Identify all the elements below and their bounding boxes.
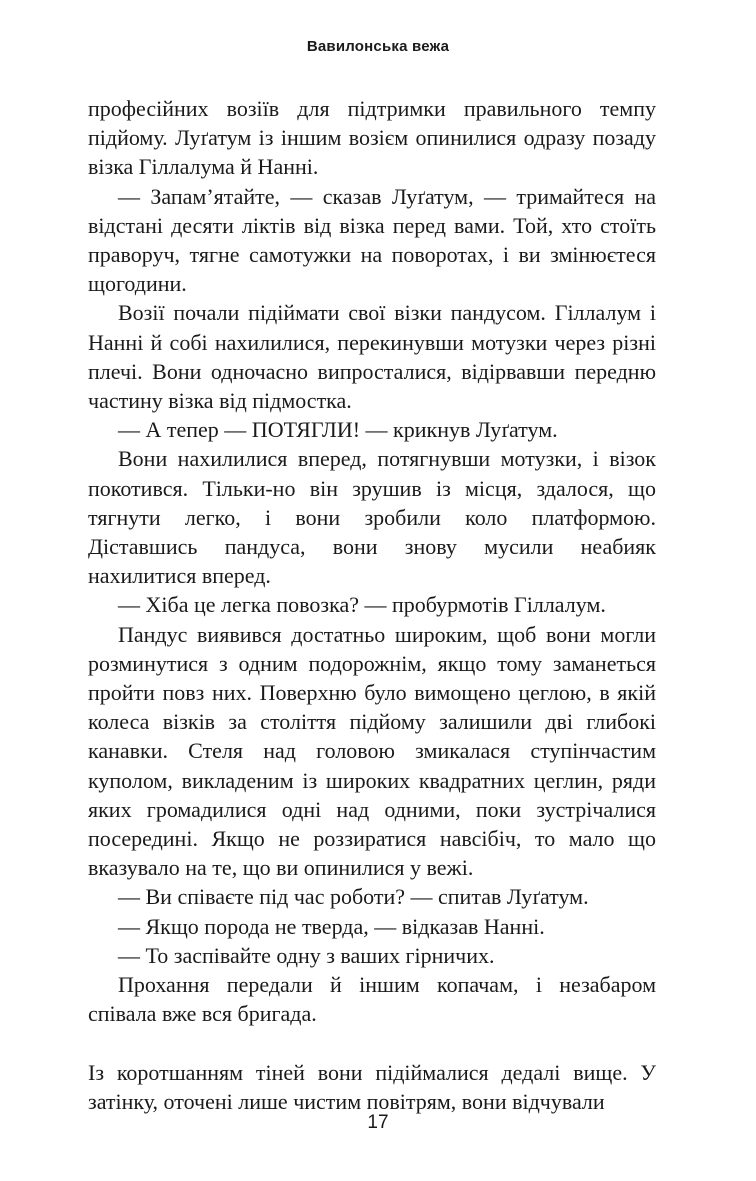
- body-text: [88, 94, 656, 1116]
- paragraph: — Ви співаєте під час роботи? — спитав Луґатум.: [118, 884, 589, 910]
- paragraph: професійних возіїв для підтримки правильного темпу підйому. Луґатум із іншим возієм опинилися одразу позаду візка Гіллалума й Нанні.: [88, 96, 656, 180]
- paragraph: — А тепер — ПОТЯГЛИ! — крикнув Луґатум.: [118, 417, 558, 443]
- paragraph: — Запам’ятайте, — сказав Луґатум, — тримайтеся на відстані десяти ліктів від візка перед вами. Той, хто стоїть праворуч, тягне самотужки на поворотах, і ви змінюєтеся щогодини.: [88, 183, 656, 297]
- paragraph: — Якщо порода не тверда, — відказав Нанні.: [118, 913, 545, 939]
- paragraph: — Хіба це легка повозка? — пробурмотів Гіллалум.: [118, 592, 606, 618]
- paragraph: Прохання передали й іншим копачам, і незабаром співала вже вся бригада.: [88, 972, 656, 1027]
- paragraph: — То заспівайте одну з ваших гірничих.: [118, 942, 495, 968]
- running-title: Вавилонська вежа: [306, 38, 450, 55]
- paragraph: Пандус виявився достатньо широким, щоб вони могли розминутися з одним подорожнім, якщо тому заманеться пройти повз них. Поверхню було вимощено цеглою, в якій колеса візків за століття підйому залишили дві глибокі канавки. Стеля над головою змикалася ступінчастим куполом, викладеним із широких квадратних цеглин, ряди яких громадилися одні над одними, поки зустрічалися посередині. Якщо не роззиратися навсібіч, то мало що вказувало на те, що ви опинилися у вежі.: [88, 621, 656, 881]
- paragraph: Возії почали підіймати свої візки пандусом. Гіллалум і Нанні й собі нахилилися, перекинувши мотузки через різні плечі. Вони одночасно випросталися, відірвавши передню частину візка від підмостка.: [88, 300, 656, 414]
- paragraph: Вони нахилилися вперед, потягнувши мотузки, і візок покотився. Тільки-но він зрушив із місця, здалося, що тягнути легко, і вони зробили коло платформою. Діставшись пандуса, вони знову мусили неабияк нахилитися вперед.: [88, 446, 656, 589]
- paragraph-section-start: Із коротшанням тіней вони підіймалися дедалі вище. У затінку, оточені лише чистим повітрям, вони відчували: [88, 1059, 656, 1114]
- page-number: 17: [367, 1112, 389, 1133]
